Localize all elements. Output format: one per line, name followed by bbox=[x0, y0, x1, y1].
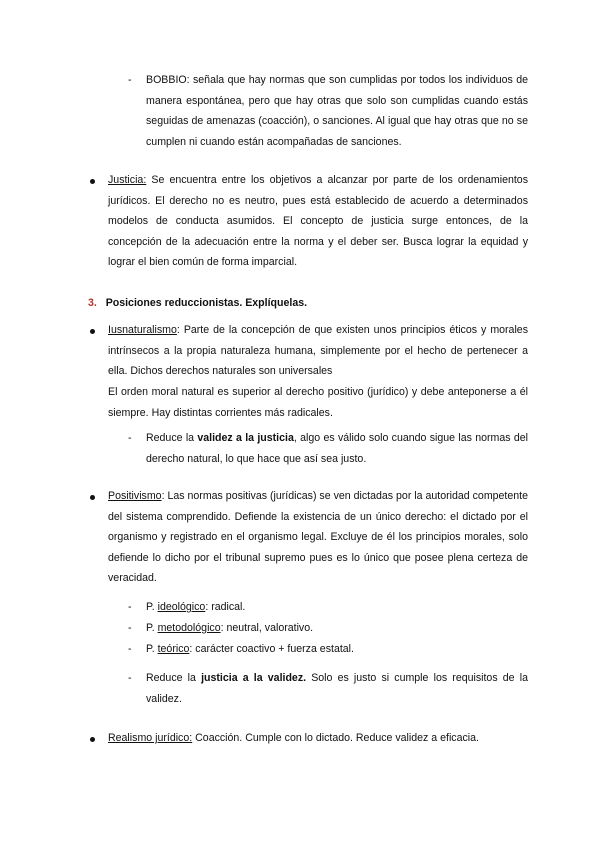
dash-marker: - bbox=[128, 74, 132, 86]
bobbio-paragraph: BOBBIO: señala que hay normas que son cumplidas por todos los individuos de manera espontánea, pero que hay otras que solo son cumplidas cuando estás seguidas de amenazas (coacción), o sanciones. Al igual que hay otras que no se cumplen ni cuando están acompañadas de sanciones. bbox=[146, 74, 528, 148]
dash-marker: - bbox=[128, 432, 132, 444]
realismo-paragraph bbox=[108, 728, 528, 749]
iusnaturalismo-paragraph bbox=[108, 320, 528, 382]
section-number: 3. bbox=[88, 297, 97, 309]
justicia-term: Justicia: bbox=[108, 174, 147, 186]
positivismo-term: Positivismo bbox=[108, 490, 162, 502]
bullet-icon bbox=[90, 737, 95, 742]
bullet-icon bbox=[90, 179, 95, 184]
realismo-text: Coacción. Cumple con lo dictado. Reduce validez a eficacia. bbox=[192, 732, 479, 744]
section-title: Posiciones reduccionistas. Explíquelas. bbox=[105, 297, 308, 309]
dash-marker: - bbox=[128, 672, 132, 684]
justicia-text: Se encuentra entre los objetivos a alcanzar por parte de los ordenamientos jurídicos. El derecho no es neutro, pues está establecido de acuerdo a determinados modelos de conducta asumidos. El concepto de justicia surge entonces, de la concepción de la adecuación entre la norma y el deber ser. Busca lograr la equidad y lograr el bien común de forma imparcial. bbox=[108, 174, 528, 269]
dash-marker: - bbox=[128, 622, 132, 634]
iusnaturalismo-subitem: Reduce la validez a la justicia, algo es válido solo cuando sigue las normas del derecho natural, lo que hace que así sea justo. bbox=[146, 432, 528, 465]
iusnaturalismo-paragraph-2: El orden moral natural es superior al derecho positivo (jurídico) y debe anteponerse a él siempre. Hay distintas corrientes más radicales. bbox=[108, 386, 528, 419]
emphasis: justicia a la validez. bbox=[201, 672, 307, 684]
positivismo-text: : Las normas positivas (jurídicas) se ven dictadas por la autoridad competente del sistema comprendido. Defiende la existencia de un único derecho: el dictado por el organismo y registrado en el organismo legal. Excluye de él los principios morales, solo defiende lo dicho por el tribunal supremo pues es lo único que posee plena certeza de veracidad. bbox=[108, 490, 528, 585]
dash-marker: - bbox=[128, 601, 132, 613]
justicia-paragraph bbox=[108, 170, 528, 273]
dash-marker: - bbox=[128, 643, 132, 655]
positivismo-item: P. metodológico: neutral, valorativo. bbox=[146, 622, 314, 634]
iusnaturalismo-term: Iusnaturalismo bbox=[108, 324, 177, 336]
emphasis: validez a la justicia bbox=[197, 432, 294, 444]
bullet-icon bbox=[90, 495, 95, 500]
positivismo-paragraph bbox=[108, 486, 528, 589]
bullet-icon bbox=[90, 329, 95, 334]
realismo-term: Realismo jurídico: bbox=[108, 732, 193, 744]
iusnaturalismo-text: : Parte de la concepción de que existen unos principios éticos y morales intrínsecos a la propia naturaleza humana, simplemente por el hecho de pertenecer a ella. Dichos derechos naturales son universales bbox=[108, 324, 528, 378]
positivismo-item: P. teórico: carácter coactivo + fuerza estatal. bbox=[146, 643, 354, 655]
positivismo-subitem: Reduce la justicia a la validez. Solo es justo si cumple los requisitos de la validez. bbox=[146, 672, 528, 705]
positivismo-item: P. ideológico: radical. bbox=[146, 601, 246, 613]
section-heading bbox=[88, 293, 530, 314]
